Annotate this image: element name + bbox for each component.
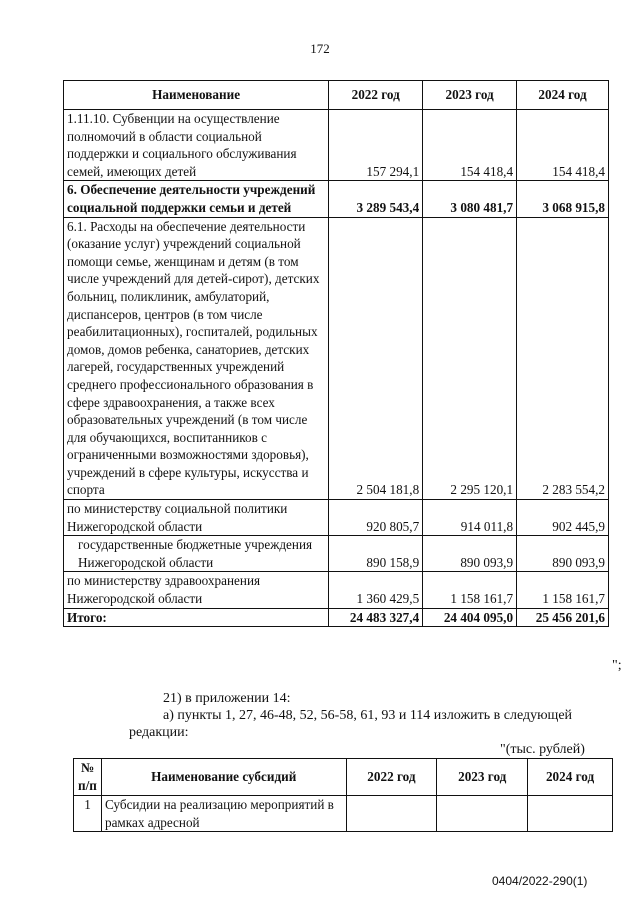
- item-21-text: 21) в приложении 14:: [163, 691, 291, 706]
- total-label: Итого:: [64, 608, 329, 627]
- header-2024: 2024 год: [528, 759, 613, 796]
- header-2024: 2024 год: [517, 81, 609, 110]
- row-name: по министерству здравоохранения Нижегородской области: [64, 572, 329, 608]
- table-row: [64, 536, 609, 572]
- table-header-row: [74, 759, 613, 796]
- header-subsidy-name: Наименование субсидий: [101, 759, 346, 796]
- row-value-2023: [437, 796, 528, 832]
- row-value-2022: 2 504 181,8: [329, 217, 423, 500]
- row-value-2024: 2 283 554,2: [517, 217, 609, 500]
- table-row: [64, 217, 609, 500]
- total-2023: 24 404 095,0: [423, 608, 517, 627]
- table-total-row: [64, 608, 609, 627]
- row-value-2024: 902 445,9: [517, 500, 609, 536]
- closing-quote-mark: ";: [612, 658, 622, 673]
- table-row: [64, 572, 609, 608]
- row-value-2022: 890 158,9: [329, 536, 423, 572]
- header-name: Наименование: [64, 81, 329, 110]
- header-2023: 2023 год: [423, 81, 517, 110]
- row-value-2022: 3 289 543,4: [329, 181, 423, 217]
- subsidies-table: [73, 758, 613, 832]
- row-name: 1.11.10. Субвенции на осуществление полномочий в области социальной поддержки и социального обслуживания семей, имеющих детей: [64, 110, 329, 181]
- row-value-2022: 1 360 429,5: [329, 572, 423, 608]
- row-value-2024: 1 158 161,7: [517, 572, 609, 608]
- row-value-2024: 154 418,4: [517, 110, 609, 181]
- unit-label: "(тыс. рублей): [500, 742, 585, 757]
- row-name: 6.1. Расходы на обеспечение деятельности (оказание услуг) учреждений социальной помощи семье, женщинам и детям (в том числе учреждений для детей-сирот), детских больниц, поликлиник, амбулаторий, диспансеров, центров (в том числе реабилитационных), госпиталей, родильных домов, домов ребенка, санаториев, детских лагерей, государственных учреждений среднего профессионального образования в сфере здравоохранения, а также всех образовательных учреждений (в том числе для обучающихся, воспитанников с ограниченными возможностями здоровья), учреждений в сфере культуры, искусства и спорта: [64, 217, 329, 500]
- row-value-2022: [346, 796, 437, 832]
- header-2022: 2022 год: [346, 759, 437, 796]
- row-value-2023: 2 295 120,1: [423, 217, 517, 500]
- total-2024: 25 456 201,6: [517, 608, 609, 627]
- item-a-text-line2: редакции:: [129, 725, 189, 740]
- header-2022: 2022 год: [329, 81, 423, 110]
- budget-table: [63, 80, 609, 627]
- row-value-2023: 914 011,8: [423, 500, 517, 536]
- row-value-2024: 890 093,9: [517, 536, 609, 572]
- table-row: [64, 181, 609, 217]
- row-name: Субсидии на реализацию мероприятий в рамках адресной: [101, 796, 346, 832]
- row-value-2023: 890 093,9: [423, 536, 517, 572]
- row-value-2022: 157 294,1: [329, 110, 423, 181]
- document-code: 0404/2022-290(1): [492, 874, 588, 888]
- row-number: 1: [74, 796, 102, 832]
- table-row: [64, 110, 609, 181]
- header-2023: 2023 год: [437, 759, 528, 796]
- total-2022: 24 483 327,4: [329, 608, 423, 627]
- row-value-2023: 1 158 161,7: [423, 572, 517, 608]
- item-a-text-line1: а) пункты 1, 27, 46-48, 52, 56-58, 61, 93 и 114 изложить в следующей: [163, 708, 573, 723]
- row-value-2024: 3 068 915,8: [517, 181, 609, 217]
- row-name: по министерству социальной политики Нижегородской области: [64, 500, 329, 536]
- row-value-2022: 920 805,7: [329, 500, 423, 536]
- table-header-row: [64, 81, 609, 110]
- table-row: [64, 500, 609, 536]
- row-name: государственные бюджетные учреждения Нижегородской области: [64, 536, 329, 572]
- header-number: № п/п: [74, 759, 102, 796]
- row-name: 6. Обеспечение деятельности учреждений социальной поддержки семьи и детей: [64, 181, 329, 217]
- table-row: [74, 796, 613, 832]
- row-value-2023: 154 418,4: [423, 110, 517, 181]
- row-value-2024: [528, 796, 613, 832]
- row-value-2023: 3 080 481,7: [423, 181, 517, 217]
- page-number: 172: [310, 41, 330, 56]
